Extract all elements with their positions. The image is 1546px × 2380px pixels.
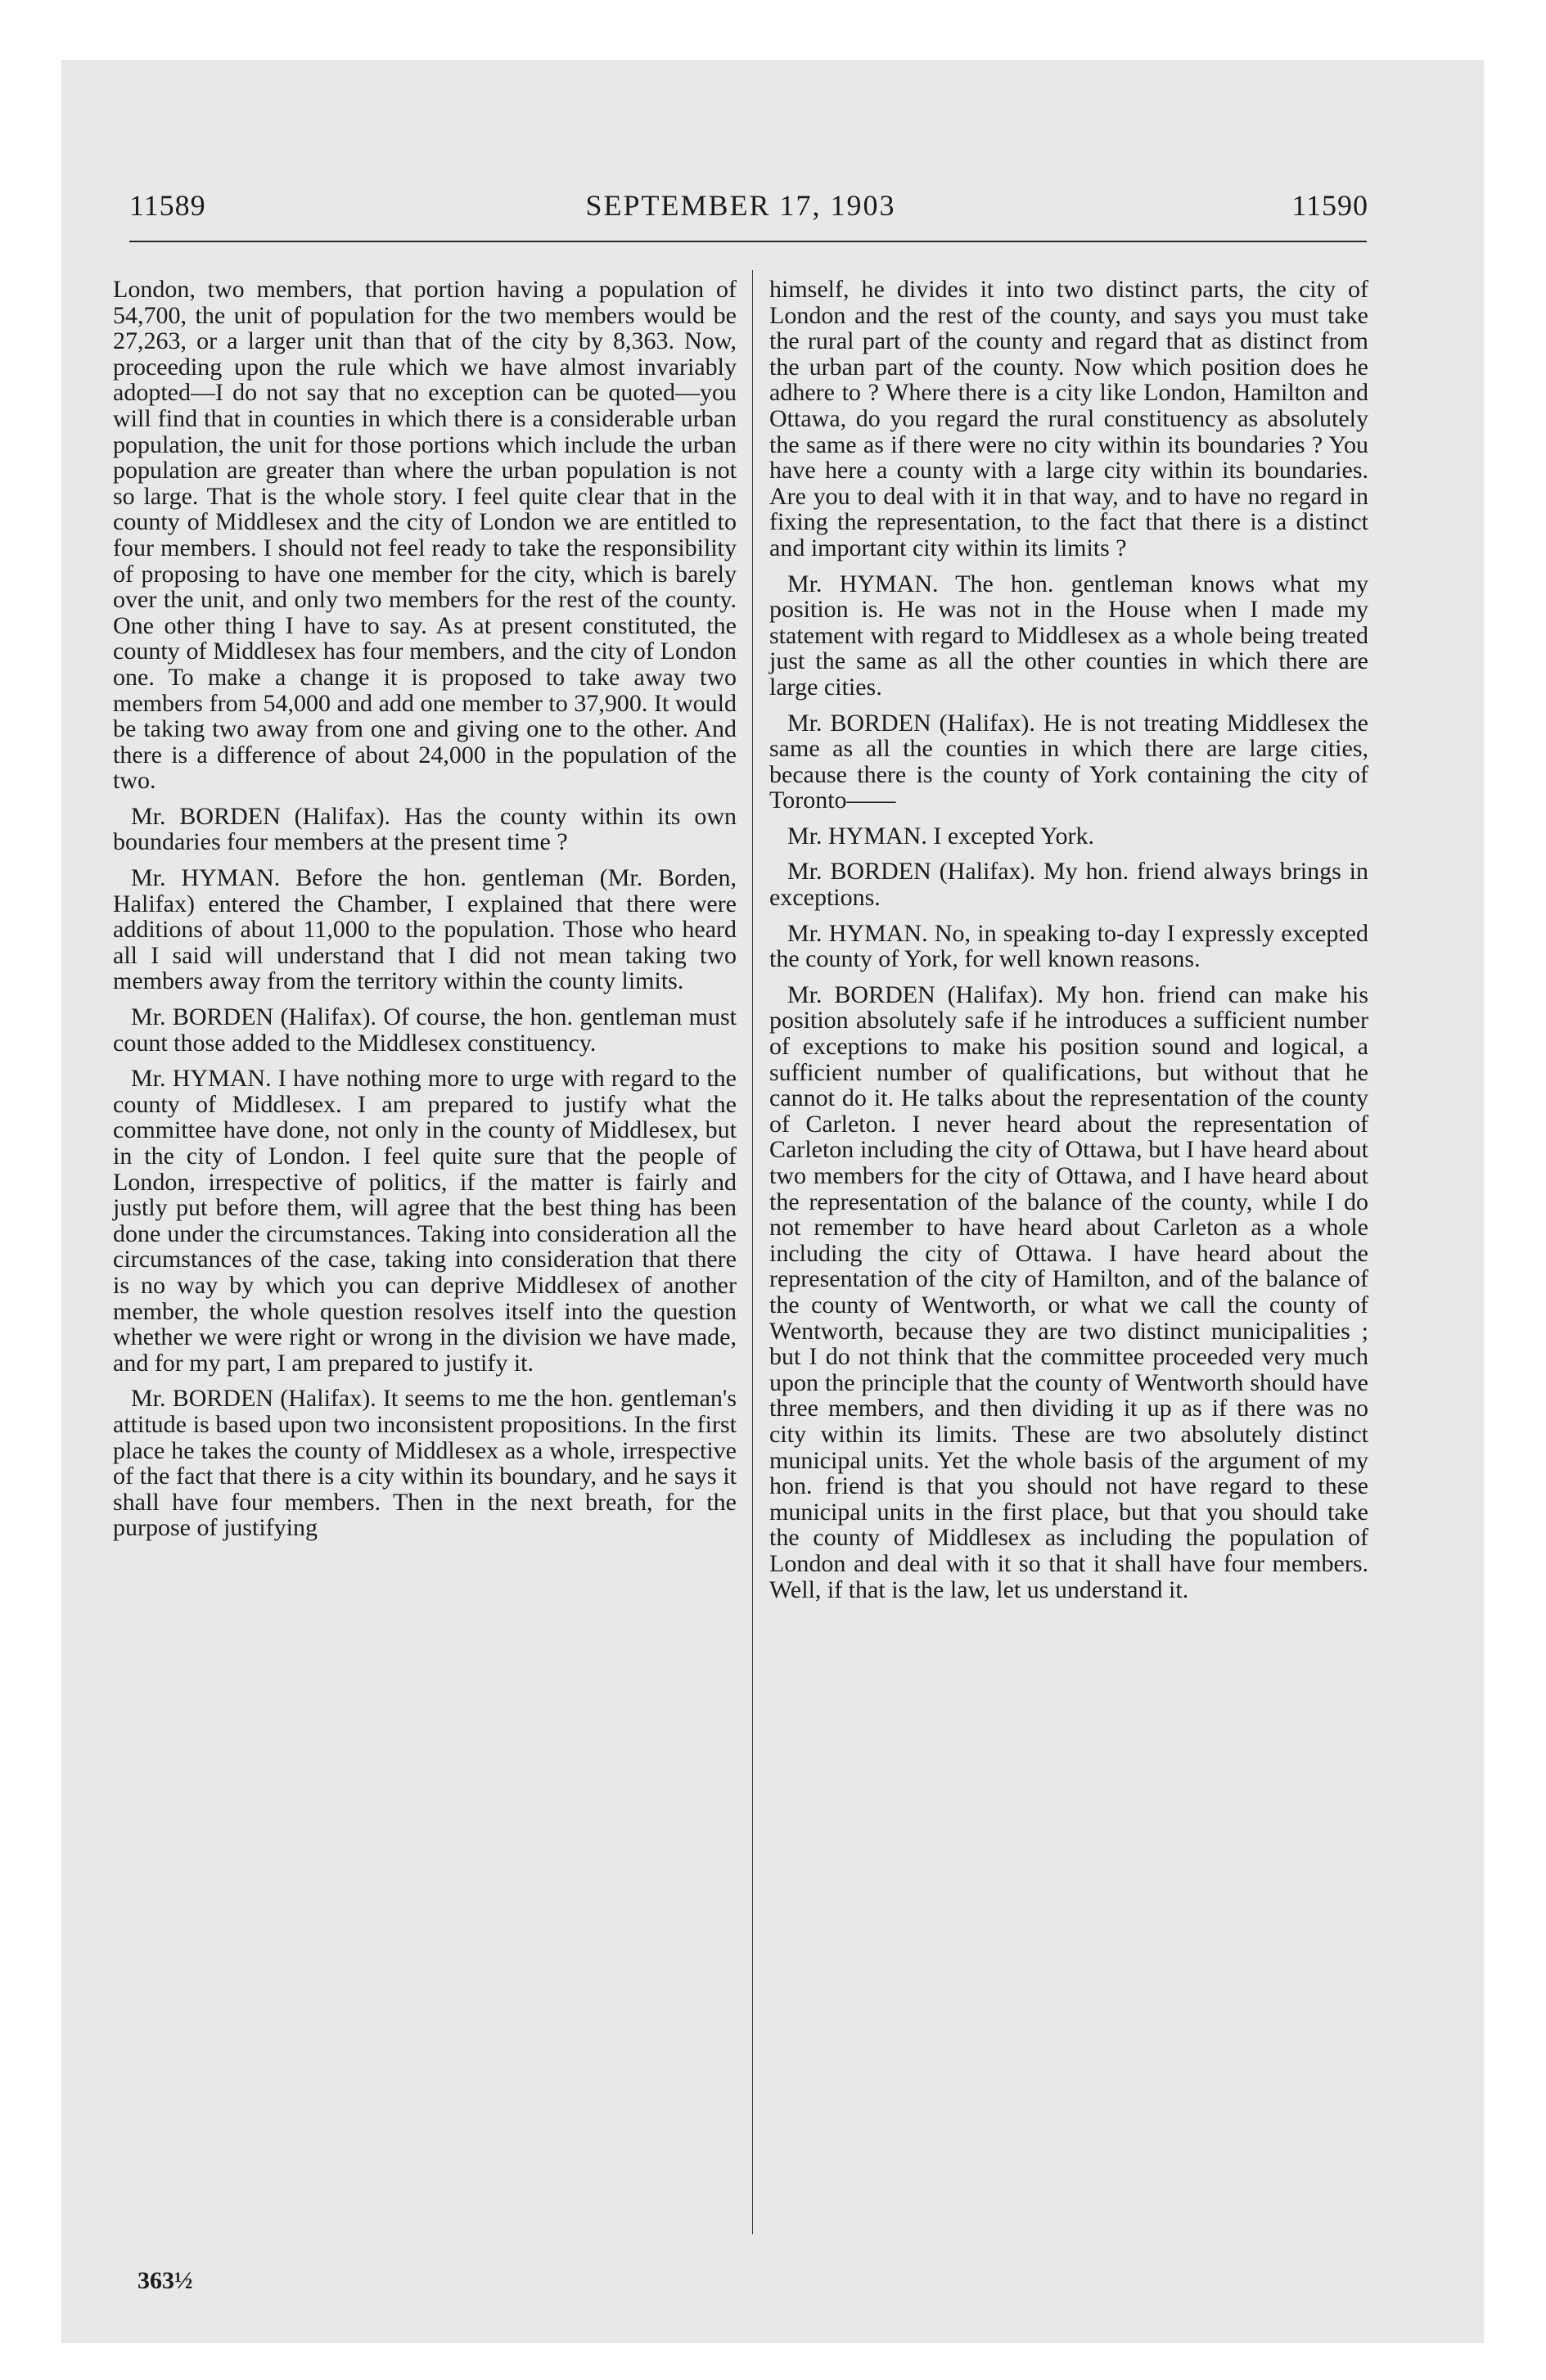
- paragraph: Mr. BORDEN (Halifax). It seems to me the hon. gentleman's attitude is based upon two inconsistent propositions. In the first place he takes the county of Middlesex as a whole, irrespective of the fact that there is a city within its boundary, and he says it shall have four members. Then in the next breath, for the purpose of justifying: [113, 1385, 737, 1542]
- right-page-number: 11590: [1291, 189, 1368, 222]
- left-page-number: 11589: [129, 189, 206, 222]
- right-column: [769, 277, 1368, 1612]
- paragraph: himself, he divides it into two distinct parts, the city of London and the rest of the county, and says you must take the rural part of the county and regard that as distinct from the urban part of the county. Now which position does he adhere to ? Where there is a city like London, Hamilton and Ottawa, do you regard the rural constituency as absolutely the same as if there were no city within its boundaries ? You have here a county with a large city within its boundaries. Are you to deal with it in that way, and to have no regard in fixing the representation, to the fact that there is a distinct and important city within its limits ?: [769, 276, 1368, 561]
- paragraph: Mr. HYMAN. I excepted York.: [787, 822, 1094, 850]
- paragraph: Mr. HYMAN. Before the hon. gentleman (Mr. Borden, Halifax) entered the Chamber, I explained that there were additions of about 11,000 to the population. Those who heard all I said will understand that I did not mean taking two members away from the territory within the county limits.: [113, 864, 737, 995]
- paragraph: Mr. BORDEN (Halifax). Has the county within its own boundaries four members at the present time ?: [113, 802, 737, 856]
- hansard-page: [113, 164, 1368, 2324]
- paragraph: Mr. BORDEN (Halifax). My hon. friend can make his position absolutely safe if he introduces a sufficient number of exceptions to make his position sound and logical, a sufficient number of qualifications, but without that he cannot do it. He talks about the representation of the county of Carleton. I never heard about the representation of Carleton including the city of Ottawa, but I have heard about two members for the city of Ottawa, and I have heard about the representation of the balance of the county, while I do not remember to have heard about Carleton as a whole including the city of Ottawa. I have heard about the representation of the city of Hamilton, and of the balance of the county of Wentworth, or what we call the county of Wentworth, because they are two distinct municipalities ; but I do not think that the committee proceeded very much upon the principle that the county of Wentworth should have three members, and then dividing it up as if there was no city within its limits. These are two absolutely distinct municipal units. Yet the whole basis of the argument of my hon. friend is that you should not have regard to these municipal units in the first place, but that you should take the county of Middlesex as including the population of London and deal with it so that it shall have four members. Well, if that is the law, let us understand it.: [769, 980, 1368, 1603]
- paragraph: Mr. HYMAN. I have nothing more to urge with regard to the county of Middlesex. I am prepared to justify what the committee have done, not only in the county of Middlesex, but in the city of London. I feel quite sure that the people of London, irrespective of politics, if the matter is fairly and justly put before them, will agree that the best thing has been done under the circumstances. Taking into consideration all the circumstances of the case, taking into consideration that there is no way by which you can deprive Middlesex of another member, the whole question resolves itself into the question whether we were right or wrong in the division we have made, and for my part, I am prepared to justify it.: [113, 1065, 737, 1377]
- signature-mark: 363½: [137, 2267, 193, 2294]
- paragraph: Mr. BORDEN (Halifax). Of course, the hon. gentleman must count those added to the Middlesex constituency.: [113, 1003, 737, 1057]
- header-date: SEPTEMBER 17, 1903: [585, 189, 896, 222]
- header-rule: [129, 241, 1367, 242]
- paragraph: Mr. HYMAN. The hon. gentleman knows what my position is. He was not in the House when I made my statement with regard to Middlesex as a whole being treated just the same as all the other counties in which there are large cities.: [769, 570, 1368, 701]
- paragraph: Mr. HYMAN. No, in speaking to-day I expressly excepted the county of York, for well known reasons.: [769, 919, 1368, 973]
- left-column: [113, 277, 737, 1551]
- page-header: [113, 164, 1368, 222]
- paragraph: London, two members, that portion having a population of 54,700, the unit of population for the two members would be 27,263, or a larger unit than that of the city by 8,363. Now, proceeding upon the rule which we have almost invariably adopted—I do not say that no exception can be quoted—you will find that in counties in which there is a considerable urban population, the unit for those portions which include the urban population are greater than where the urban population is not so large. That is the whole story. I feel quite clear that in the county of Middlesex and the city of London we are entitled to four members. I should not feel ready to take the responsibility of proposing to have one member for the city, which is barely over the unit, and only two members for the rest of the county. One other thing I have to say. As at present constituted, the county of Middlesex has four members, and the city of London one. To make a change it is proposed to take away two members from 54,000 and add one member to 37,900. It would be taking two away from one and giving one to the other. And there is a difference of about 24,000 in the population of the two.: [113, 276, 737, 795]
- column-divider: [752, 270, 753, 2234]
- paragraph: Mr. BORDEN (Halifax). My hon. friend always brings in exceptions.: [769, 858, 1368, 912]
- paragraph: Mr. BORDEN (Halifax). He is not treating Middlesex the same as all the counties in which there are large cities, because there is the county of York containing the city of Toronto——: [769, 709, 1368, 814]
